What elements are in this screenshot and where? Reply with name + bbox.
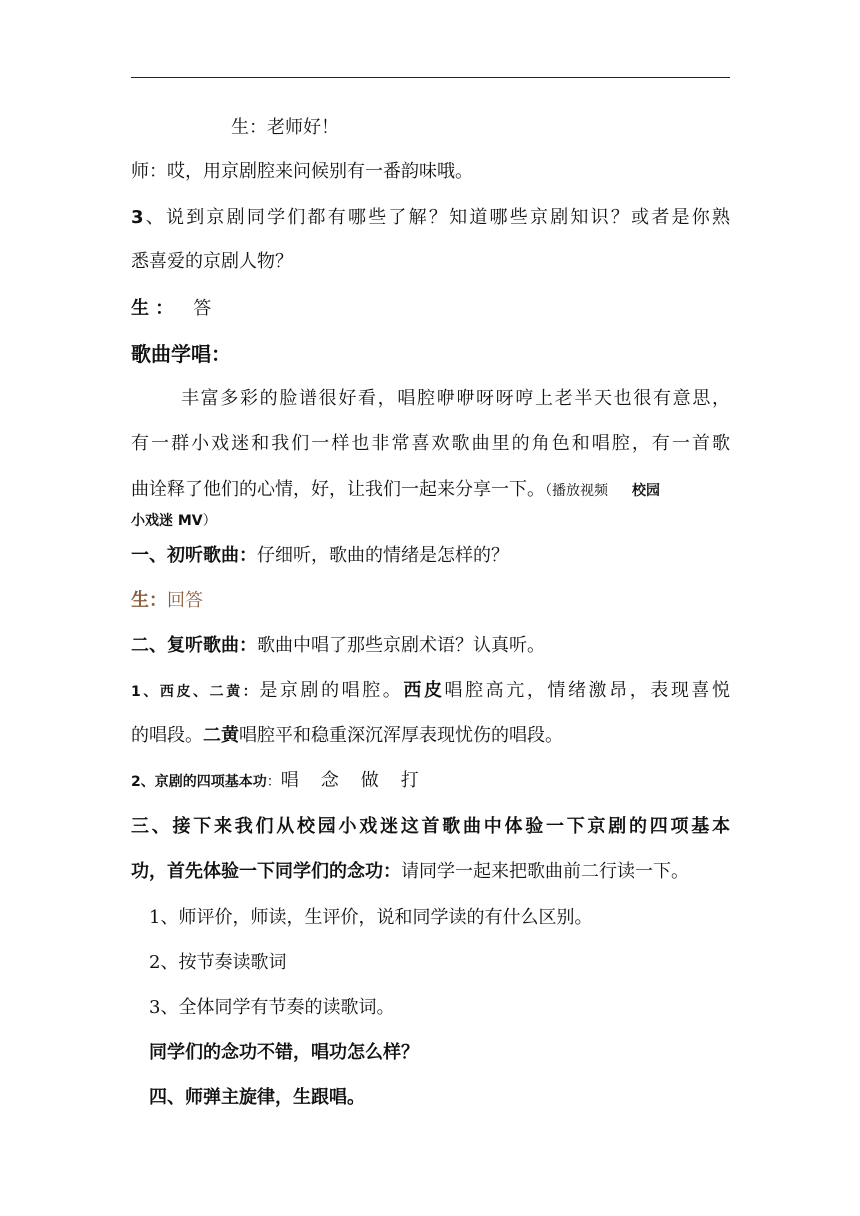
sub-item-2: 2、按节奏读歌词 — [149, 952, 287, 973]
step-1 — [131, 544, 730, 568]
header-rule — [131, 77, 730, 78]
question-3-text: 、说到京剧同学们都有哪些了解？知道哪些京剧知识？或者是你熟 — [143, 207, 730, 228]
step-1-label: 一、初听歌曲： — [131, 545, 257, 566]
step-2-label: 二、复听歌曲： — [131, 635, 257, 656]
term-1-line-2 — [131, 724, 730, 748]
term-1-text-d: 唱腔平和稳重深沉浑厚表现忧伤的唱段。 — [239, 725, 563, 746]
intro-line-3 — [131, 478, 730, 503]
intro-line-4 — [131, 509, 730, 533]
step-2 — [131, 634, 730, 658]
answer-2-text: 回答 — [167, 590, 203, 611]
question-3-line-2: 悉喜爱的京剧人物？ — [131, 251, 293, 272]
answer-text: 答 — [193, 298, 212, 319]
step-3-line-2 — [131, 860, 730, 884]
section-title: 歌曲学唱： — [131, 342, 231, 366]
answer-label: 生 ： — [131, 298, 174, 319]
term-1-text-c: 的唱段。 — [131, 725, 203, 746]
intro-line-1: 丰富多彩的脸谱很好看，唱腔咿咿呀呀哼上老半天也很有意思， — [181, 388, 730, 409]
term-1-bold-a: 西皮 — [403, 680, 445, 701]
term-1-text-a: 是京剧的唱腔。 — [259, 680, 404, 701]
skill-sing: 唱 — [280, 770, 299, 791]
step-3-line-1: 三、接下来我们从校园小戏迷这首歌曲中体验一下京剧的四项基本 — [131, 816, 730, 837]
term-1-text-b: 唱腔高亢，情绪激昂，表现喜悦 — [444, 680, 731, 701]
term-2-label: 2、京剧的四项基本功 — [131, 774, 267, 790]
student-greeting: 生：老师好！ — [231, 117, 339, 138]
step-3-text: 请同学一起来把歌曲前二行读一下。 — [401, 861, 689, 882]
question-number: 3 — [131, 207, 144, 228]
term-1-label: 1、西皮、二黄： — [131, 684, 260, 700]
step-4: 四、师弹主旋律，生跟唱。 — [149, 1087, 365, 1108]
teacher-reply: 师：哎，用京剧腔来问候别有一番韵味哦。 — [131, 161, 473, 182]
intro-line-3-text: 曲诠释了他们的心情，好，让我们一起来分享一下。 — [131, 479, 545, 500]
step-1-text: 仔细听，歌曲的情绪是怎样的？ — [257, 545, 509, 566]
video-note-close: ） — [202, 513, 217, 529]
question-3-line-1 — [131, 206, 730, 230]
skill-recite: 念 — [320, 770, 339, 791]
sub-item-3: 3、全体同学有节奏的读歌词。 — [149, 997, 395, 1018]
answer-line — [131, 297, 730, 321]
answer-2 — [131, 589, 730, 613]
video-note-title: 校园 — [632, 483, 660, 499]
video-note-open: （播放视频 — [545, 483, 608, 499]
term-2 — [131, 769, 730, 794]
skill-act: 做 — [360, 770, 379, 791]
intro-line-2: 有一群小戏迷和我们一样也非常喜欢歌曲里的角色和唱腔，有一首歌 — [131, 433, 730, 454]
answer-2-label: 生： — [131, 590, 167, 611]
transition-line: 同学们的念功不错，唱功怎么样？ — [149, 1042, 419, 1063]
term-1-bold-b: 二黄 — [203, 725, 239, 746]
term-2-colon: ： — [266, 774, 281, 790]
skill-fight: 打 — [400, 770, 419, 791]
term-1-line-1 — [131, 679, 730, 704]
step-3-bold: 功，首先体验一下同学们的念功： — [131, 861, 401, 882]
video-note-title-2: 小戏迷 MV — [131, 513, 203, 529]
step-2-text: 歌曲中唱了那些京剧术语？认真听。 — [257, 635, 545, 656]
sub-item-1: 1、师评价，师读，生评价，说和同学读的有什么区别。 — [149, 907, 593, 928]
